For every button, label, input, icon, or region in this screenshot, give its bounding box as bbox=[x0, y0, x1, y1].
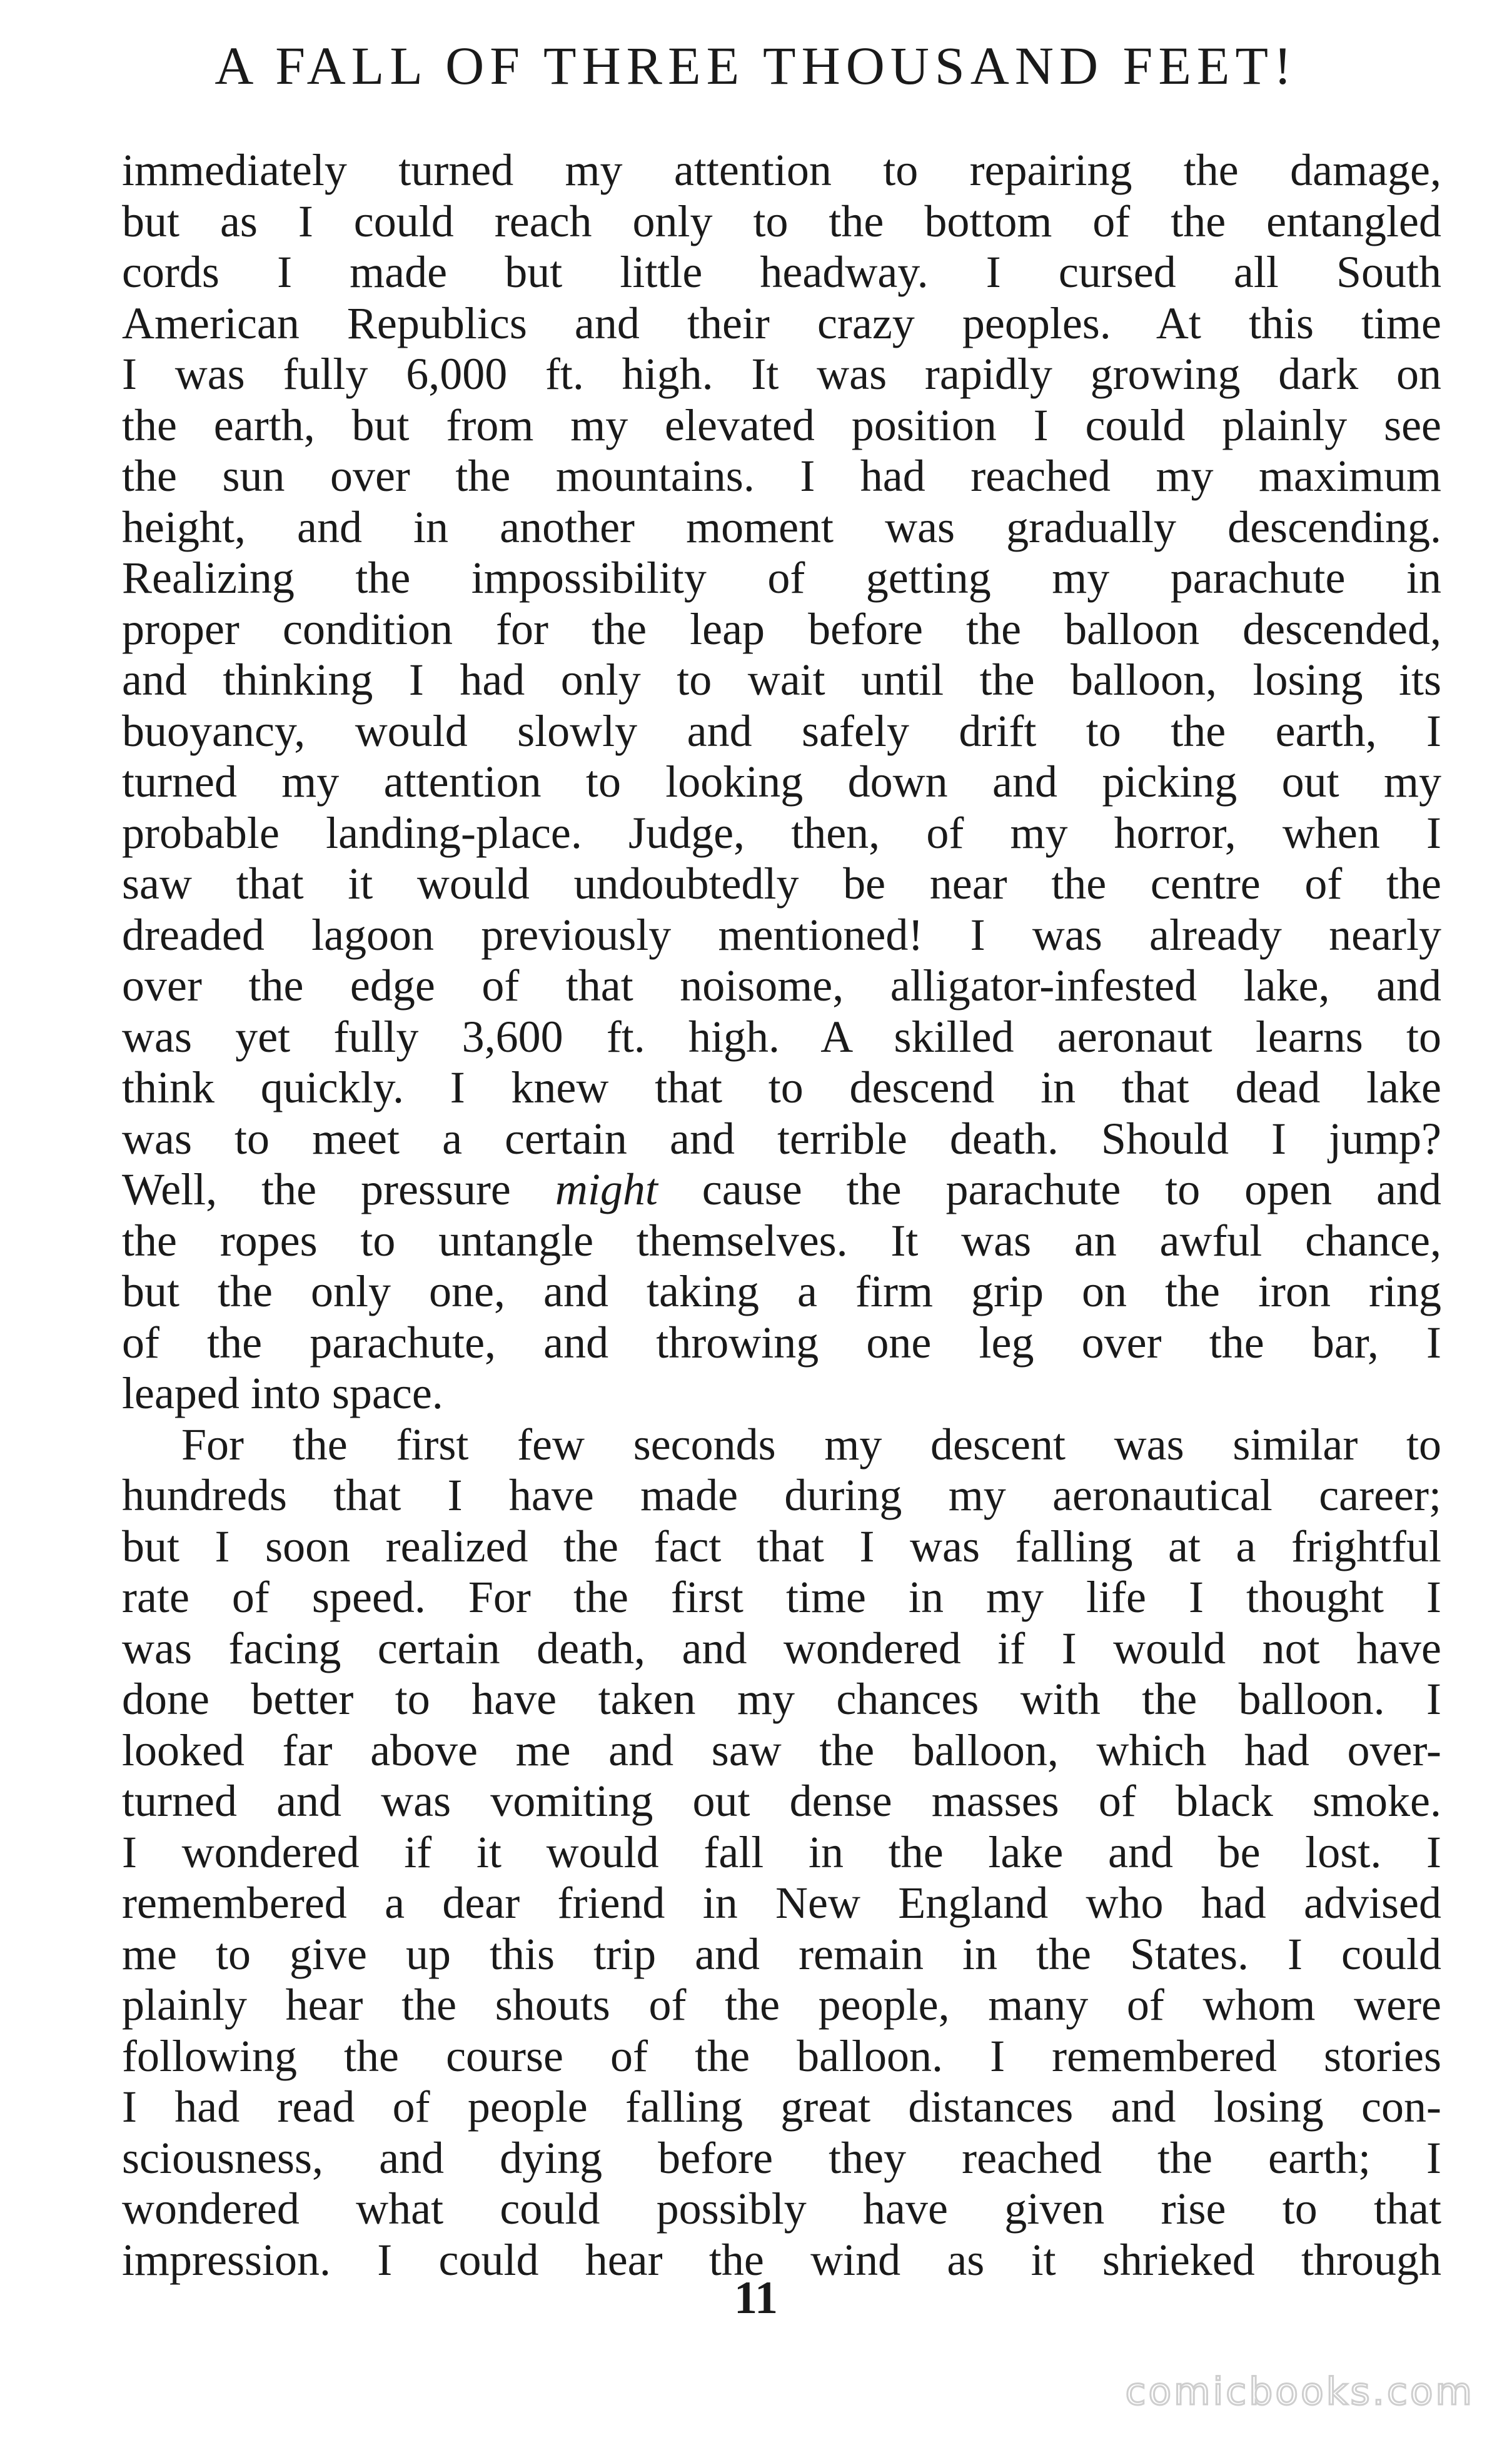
text-line: the ropes to untangle themselves. It was an awful chance, bbox=[122, 1215, 1441, 1266]
text-line: was to meet a certain and terrible death. Should I jump? bbox=[122, 1113, 1441, 1164]
paragraph-first-line: For the first few seconds my descent was similar to bbox=[181, 1419, 1441, 1470]
text-line: hundreds that I have made during my aeronautical career; bbox=[122, 1470, 1441, 1520]
text-line: over the edge of that noisome, alligator-infested lake, and bbox=[122, 960, 1441, 1011]
text-line: sciousness, and dying before they reached the earth; I bbox=[122, 2132, 1441, 2183]
text-line: of the parachute, and throwing one leg over the bar, I bbox=[122, 1317, 1441, 1368]
text-line: buoyancy, would slowly and safely drift to the earth, I bbox=[122, 705, 1441, 756]
text-line: the earth, but from my elevated position I could plainly see bbox=[122, 400, 1441, 450]
line-segment: Well, the pressure bbox=[122, 1164, 555, 1214]
text-line: probable landing-place. Judge, then, of my horror, when I bbox=[122, 807, 1441, 858]
text-line: cords I made but little headway. I cursed all South bbox=[122, 247, 1441, 297]
text-line: leaped into space. bbox=[122, 1368, 443, 1418]
line-segment: cause the parachute to open and bbox=[657, 1164, 1441, 1214]
text-line: but the only one, and taking a firm grip on the iron ring bbox=[122, 1266, 1441, 1316]
text-line: height, and in another moment was gradually descending. bbox=[122, 502, 1441, 552]
text-line: immediately turned my attention to repairing the damage, bbox=[122, 145, 1441, 195]
text-line: but I soon realized the fact that I was falling at a frightful bbox=[122, 1521, 1441, 1571]
text-line: was facing certain death, and wondered if I would not have bbox=[122, 1623, 1441, 1673]
text-line: remembered a dear friend in New England who had advised bbox=[122, 1878, 1441, 1928]
text-line: but as I could reach only to the bottom of the entangled bbox=[122, 196, 1441, 246]
text-line: proper condition for the leap before the balloon descended, bbox=[122, 603, 1441, 654]
text-line: looked far above me and saw the balloon, which had over- bbox=[122, 1725, 1441, 1775]
text-line: turned and was vomiting out dense masses of black smoke. bbox=[122, 1776, 1441, 1826]
text-line: the sun over the mountains. I had reached my maximum bbox=[122, 451, 1441, 501]
text-line: think quickly. I knew that to descend in that dead lake bbox=[122, 1062, 1441, 1112]
running-title: A FALL OF THREE THOUSAND FEET! bbox=[214, 36, 1298, 96]
text-line: was yet fully 3,600 ft. high. A skilled aeronaut learns to bbox=[122, 1011, 1441, 1062]
text-line: me to give up this trip and remain in the States. I could bbox=[122, 1928, 1441, 1979]
text-line: turned my attention to looking down and picking out my bbox=[122, 757, 1441, 807]
text-line: done better to have taken my chances with the balloon. I bbox=[122, 1674, 1441, 1724]
text-line: I wondered if it would fall in the lake and be lost. I bbox=[122, 1827, 1441, 1877]
body-text bbox=[122, 145, 1441, 2286]
text-line: Realizing the impossibility of getting my parachute in bbox=[122, 553, 1441, 603]
emphasized-word: might bbox=[555, 1164, 658, 1214]
text-line: saw that it would undoubtedly be near the centre of the bbox=[122, 859, 1441, 909]
text-line-with-emphasis bbox=[122, 1164, 1441, 1216]
text-line: following the course of the balloon. I remembered stories bbox=[122, 2030, 1441, 2081]
text-line: American Republics and their crazy peoples. At this time bbox=[122, 298, 1441, 348]
text-line: I was fully 6,000 ft. high. It was rapidly growing dark on bbox=[122, 349, 1441, 399]
page-number: 11 bbox=[734, 2272, 778, 2324]
text-line: and thinking I had only to wait until the balloon, losing its bbox=[122, 655, 1441, 705]
text-line: wondered what could possibly have given rise to that bbox=[122, 2184, 1441, 2234]
text-line: I had read of people falling great distances and losing con- bbox=[122, 2082, 1441, 2132]
watermark: comicbooks.com bbox=[1125, 2370, 1474, 2414]
text-line: dreaded lagoon previously mentioned! I was already nearly bbox=[122, 909, 1441, 960]
text-line: impression. I could hear the wind as it shrieked through bbox=[122, 2234, 1441, 2285]
text-line: plainly hear the shouts of the people, many of whom were bbox=[122, 1980, 1441, 2030]
text-line: rate of speed. For the first time in my life I thought I bbox=[122, 1572, 1441, 1622]
